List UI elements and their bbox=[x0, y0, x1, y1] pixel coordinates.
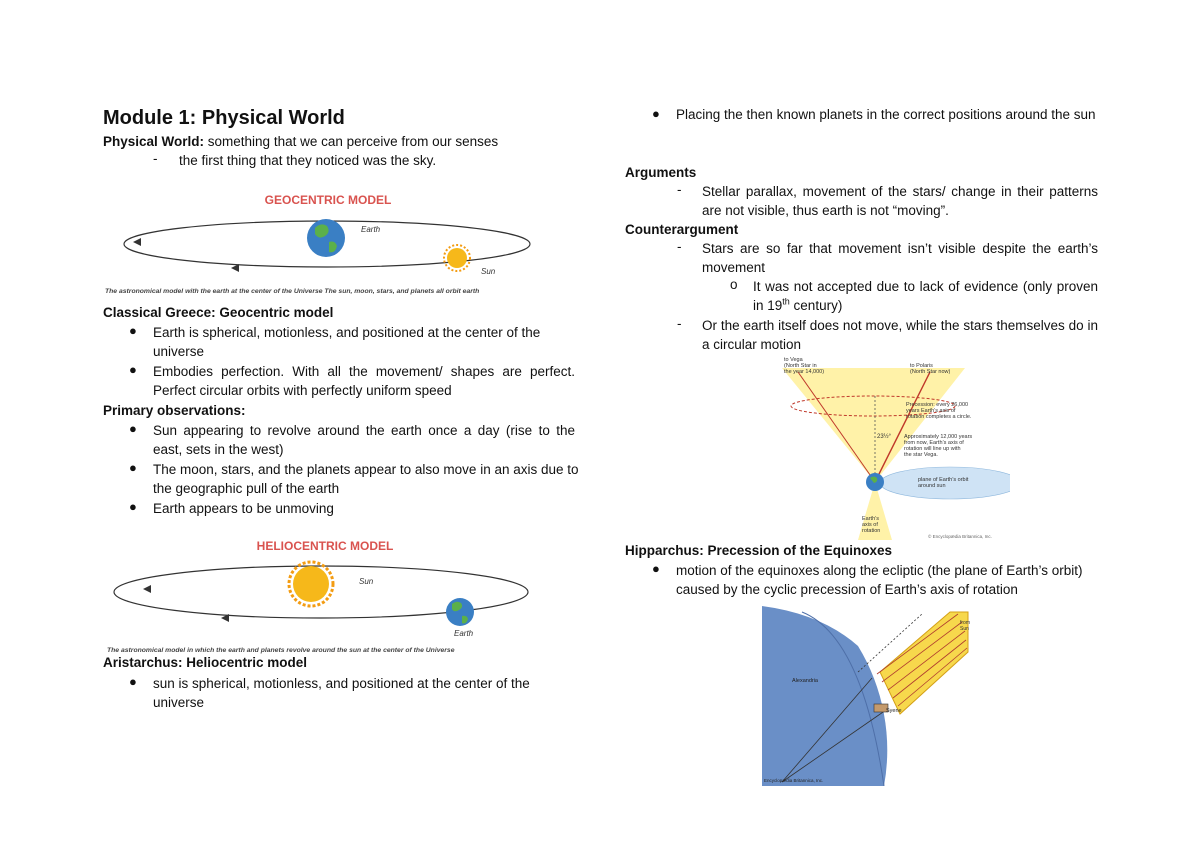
right-top-bullet: Placing the then known planets in the correct positions around the sun bbox=[676, 107, 1096, 122]
orbit-arrow-top bbox=[133, 238, 141, 246]
bullet-marker: ● bbox=[129, 460, 137, 475]
page-title: Module 1: Physical World bbox=[103, 107, 345, 129]
approx-label: Approximately 12,000 years from now, Earth’s axis of rotation will line up with the star Vega. bbox=[904, 434, 973, 458]
precession-figure bbox=[780, 354, 1010, 540]
angle-label: 23½° bbox=[877, 434, 892, 440]
erat-credit: Encyclopædia Britannica, Inc. bbox=[764, 778, 824, 783]
sun-disc bbox=[293, 566, 329, 602]
geocentric-model-figure bbox=[103, 186, 553, 298]
dash-marker: - bbox=[677, 316, 682, 331]
physical-world-text: something that we can perceive from our senses bbox=[204, 134, 499, 149]
heliocentric-caption: The astronomical model in which the earth and planets revolve around the sun at the center of the Universe bbox=[107, 647, 455, 654]
greece-bullet-2: Embodies perfection. With all the movement/ shapes are perfect. Perfect circular orbits with perfectly uniform speed bbox=[153, 364, 575, 398]
primary-observations-heading: Primary observations: bbox=[103, 403, 246, 418]
dash-marker: - bbox=[677, 182, 682, 197]
sun-disc bbox=[447, 248, 467, 268]
hipparchus-bullet: motion of the equinoxes along the ecliptic (the plane of Earth’s orbit) caused by the cyclic precession of Earth’s axis of rotation bbox=[676, 563, 1083, 597]
sub-bullet-marker: o bbox=[730, 277, 738, 292]
greece-bullet-1: Earth is spherical, motionless, and positioned at the center of the universe bbox=[153, 325, 541, 359]
precession-cone bbox=[782, 368, 965, 482]
greece-heading: Classical Greece: Geocentric model bbox=[103, 305, 334, 320]
bullet-marker: ● bbox=[129, 499, 137, 514]
counterargument-dash-2: Or the earth itself does not move, while the stars themselves do in a circular motion bbox=[702, 318, 1098, 352]
geocentric-caption: The astronomical model with the earth at the center of the Universe The sun, moon, stars, and planets all orbit earth bbox=[105, 288, 480, 295]
earth-segment bbox=[762, 606, 887, 786]
geocentric-earth-label: Earth bbox=[361, 225, 381, 234]
counterargument-sub-text: It was not accepted due to lack of evidence (only proven in 19 bbox=[753, 279, 1098, 313]
heliocentric-earth-label: Earth bbox=[454, 629, 474, 638]
primary-bullet-3: Earth appears to be unmoving bbox=[153, 501, 334, 516]
dash-marker: - bbox=[677, 239, 682, 254]
counterargument-heading: Counterargument bbox=[625, 222, 739, 237]
bullet-marker: ● bbox=[129, 323, 137, 338]
bullet-marker: ● bbox=[129, 362, 137, 377]
sun-rays-earth-figure bbox=[762, 606, 988, 786]
bullet-marker: ● bbox=[129, 421, 137, 436]
bullet-marker: ● bbox=[129, 674, 137, 689]
orbit-arrow-top bbox=[143, 585, 151, 593]
polaris-label: to Polaris (North Star now) bbox=[910, 363, 951, 375]
vega-label: to Vega (North Star in the year 14,000) bbox=[784, 357, 825, 375]
axis-label: Earth’s axis of rotation bbox=[862, 516, 881, 534]
syene-label: Syene bbox=[886, 708, 902, 714]
dash-marker: - bbox=[153, 151, 158, 166]
heliocentric-model-figure bbox=[103, 534, 553, 656]
bullet-marker: ● bbox=[652, 561, 660, 576]
arguments-heading: Arguments bbox=[625, 165, 697, 180]
hipparchus-heading: Hipparchus: Precession of the Equinoxes bbox=[625, 543, 893, 558]
geocentric-figure-title: GEOCENTRIC MODEL bbox=[264, 193, 392, 207]
orbit-plane-label: plane of Earth’s orbit around sun bbox=[918, 477, 969, 489]
physical-world-definition bbox=[103, 132, 583, 151]
from-sun-label: from Sun bbox=[960, 620, 970, 632]
alexandria-label: Alexandria bbox=[792, 678, 818, 684]
physical-world-label: Physical World: bbox=[103, 134, 205, 149]
earth-globe bbox=[446, 598, 474, 626]
heliocentric-figure-title: HELIOCENTRIC MODEL bbox=[256, 539, 394, 553]
earth-globe bbox=[307, 219, 345, 257]
physical-world-dash-item: the first thing that they noticed was the sky. bbox=[179, 153, 437, 168]
primary-bullet-1: Sun appearing to revolve around the earth once a day (rise to the east, sets in the west) bbox=[153, 423, 575, 457]
precession-label: Precession: every 26,000 years Earth’s axis of rotation completes a circle. bbox=[906, 402, 972, 420]
aristarchus-heading: Aristarchus: Heliocentric model bbox=[103, 655, 308, 670]
superscript-th: th bbox=[782, 296, 790, 307]
bullet-marker: ● bbox=[652, 106, 660, 121]
counterargument-dash-1: Stars are so far that movement isn’t visible despite the earth’s movement bbox=[702, 241, 1098, 275]
precession-credit: © Encyclopædia Britannica, Inc. bbox=[928, 534, 992, 539]
aristarchus-bullet-1: sun is spherical, motionless, and positioned at the center of the universe bbox=[153, 676, 530, 710]
orbit-arrow-bottom bbox=[231, 264, 239, 272]
heliocentric-sun-label: Sun bbox=[359, 577, 374, 586]
primary-bullet-2: The moon, stars, and the planets appear to also move in an axis due to the geographic pull of the earth bbox=[153, 462, 579, 496]
counterargument-sub-tail: century) bbox=[789, 298, 843, 313]
counterargument-sub-item bbox=[753, 277, 1098, 315]
geocentric-sun-label: Sun bbox=[481, 267, 496, 276]
arguments-dash-item: Stellar parallax, movement of the stars/ change in their patterns are not visible, thus earth is not “moving”. bbox=[702, 184, 1098, 218]
